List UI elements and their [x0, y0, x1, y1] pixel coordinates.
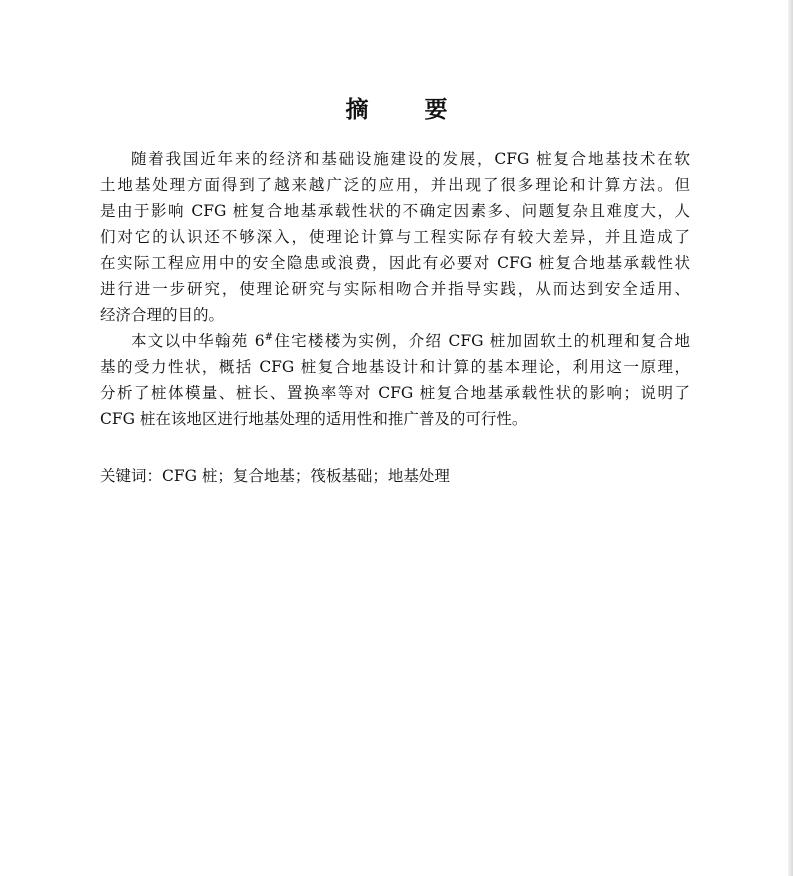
para1-line-5: 在实际工程应用中的安全隐患或浪费，因此有必要对 CFG 桩复合地基承载性状	[100, 254, 690, 272]
page-edge-shadow	[788, 0, 793, 876]
para1-line-2: 土地基处理方面得到了越来越广泛的应用，并出现了很多理论和计算方法。但	[100, 176, 690, 194]
para1-line-3: 是由于影响 CFG 桩复合地基承载性状的不确定因素多、问题复杂且难度大，人	[100, 202, 690, 220]
abstract-title: 摘 要	[345, 97, 472, 123]
para2-line-1-end: 住宅楼楼为实例，介绍 CFG 桩加固软土的机理和复合地	[273, 332, 690, 350]
keywords-line: 关键词：CFG 桩；复合地基；筏板基础；地基处理	[100, 467, 450, 485]
para2-line-4: CFG 桩在该地区进行地基处理的适用性和推广普及的可行性。	[100, 410, 528, 428]
para2-line-3: 分析了桩体模量、桩长、置换率等对 CFG 桩复合地基承载性状的影响；说明了	[100, 384, 690, 402]
para2-superscript: #	[264, 332, 274, 343]
para2-line-1-start: 本文以中华翰苑 6	[131, 332, 265, 350]
abstract-body	[100, 146, 690, 432]
para1-line-1: 随着我国近年来的经济和基础设施建设的发展，CFG 桩复合地基技术在软	[131, 150, 690, 168]
para1-line-7: 经济合理的目的。	[100, 306, 225, 324]
para1-line-4: 们对它的认识还不够深入，使理论计算与工程实际存有较大差异，并且造成了	[100, 228, 690, 246]
para2-line-2: 基的受力性状，概括 CFG 桩复合地基设计和计算的基本理论，利用这一原理，	[100, 358, 690, 376]
para1-line-6: 进行进一步研究，使理论研究与实际相吻合并指导实践，从而达到安全适用、	[100, 280, 690, 298]
para2-line-1	[100, 328, 690, 354]
